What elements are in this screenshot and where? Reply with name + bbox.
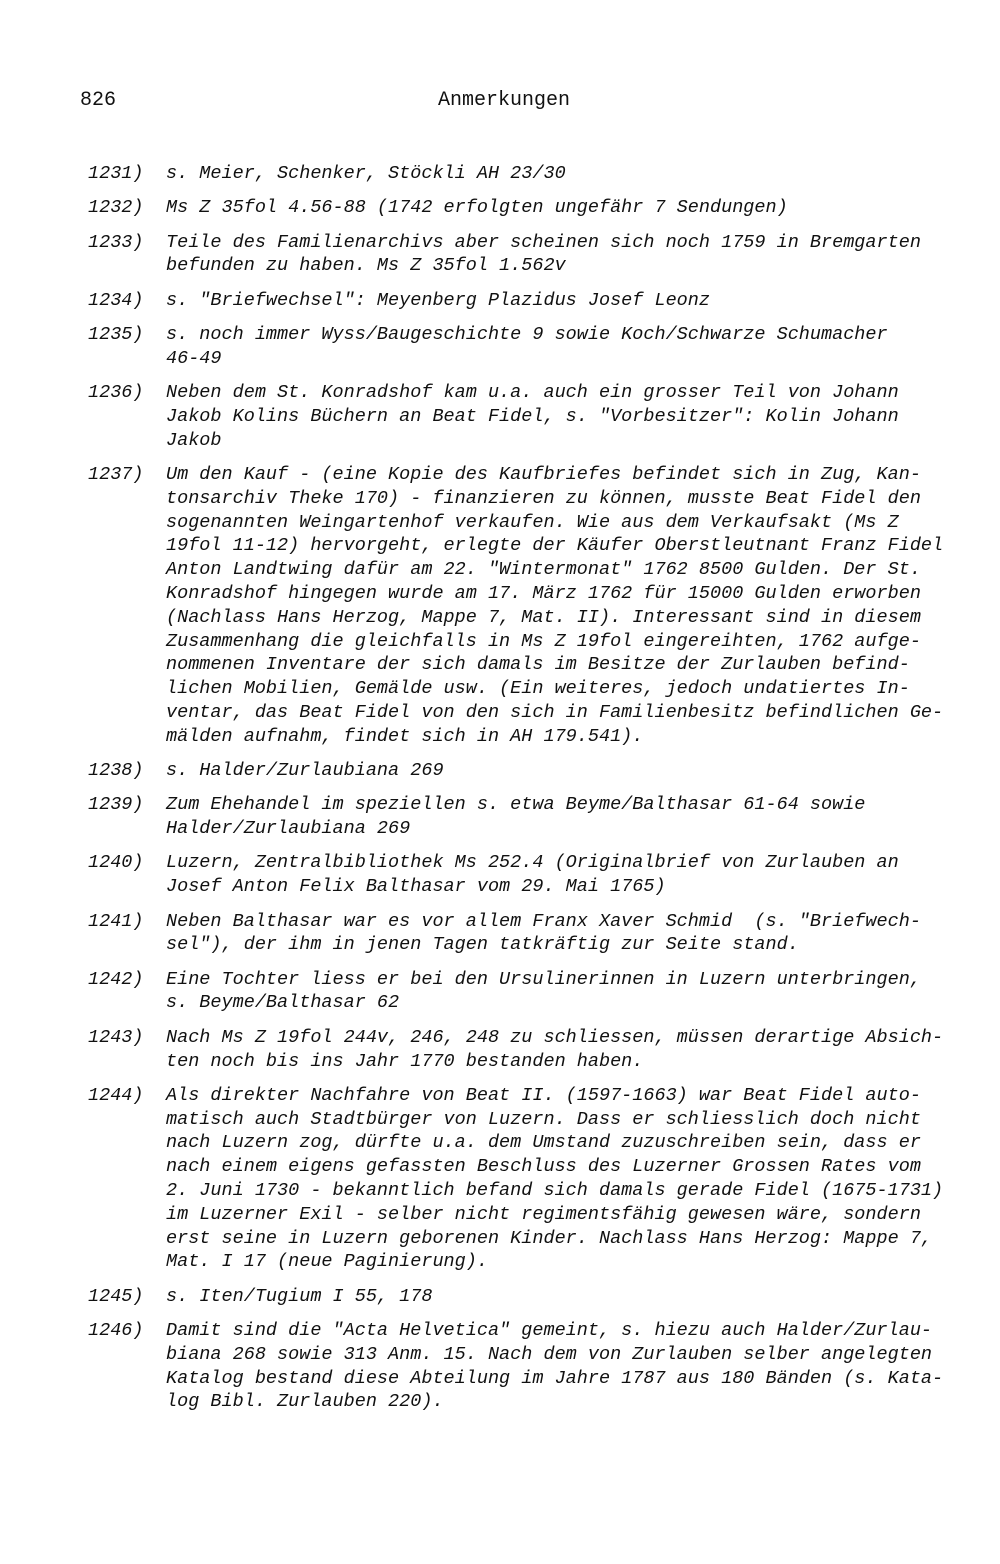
footnote-line: sel"), der ihm in jenen Tagen tatkräftig zur Seite stand. <box>166 934 799 956</box>
footnote-1243 <box>88 1026 950 1074</box>
footnote-line: lichen Mobilien, Gemälde usw. (Ein weiteres, jedoch undatiertes In- <box>166 678 910 700</box>
footnote-number: 1232) <box>88 197 144 219</box>
footnote-text <box>166 1026 950 1074</box>
footnote-line: mälden aufnahm, findet sich in AH 179.541). <box>166 725 644 747</box>
footnote-line: log Bibl. Zurlauben 220). <box>166 1391 444 1413</box>
footnote-line: erst seine in Luzern geborenen Kinder. Nachlass Hans Herzog: Mappe 7, <box>166 1227 933 1249</box>
footnote-line: Jakob Kolins Büchern an Beat Fidel, s. "Vorbesitzer": Kolin Johann <box>166 405 899 427</box>
footnote-1238 <box>88 759 950 783</box>
footnote-line: ventar, das Beat Fidel von den sich in Familienbesitz befindlichen Ge- <box>166 701 944 723</box>
running-title: Anmerkungen <box>438 89 571 112</box>
footnote-line: Nach Ms Z 19fol 244v, 246, 248 zu schliessen, müssen derartige Absich- <box>166 1026 944 1048</box>
footnote-text <box>166 196 950 220</box>
footnote-line: Mat. I 17 (neue Paginierung). <box>166 1251 488 1273</box>
footnote-text <box>166 323 950 371</box>
footnote-line: Um den Kauf - (eine Kopie des Kaufbriefes befindet sich in Zug, Kan- <box>166 463 921 485</box>
footnote-line: s. Beyme/Balthasar 62 <box>166 992 400 1014</box>
footnote-line: s. noch immer Wyss/Baugeschichte 9 sowie Koch/Schwarze Schumacher <box>166 323 888 345</box>
footnote-number: 1239) <box>88 794 144 816</box>
footnote-line: Luzern, Zentralbibliothek Ms 252.4 (Originalbrief von Zurlauben an <box>166 852 899 874</box>
footnote-1245 <box>88 1285 950 1309</box>
footnote-number: 1237) <box>88 463 144 485</box>
footnote-1237 <box>88 463 950 749</box>
footnote-line: Zusammenhang die gleichfalls in Ms Z 19fol eingereihten, 1762 aufge- <box>166 630 921 652</box>
footnote-line: 46-49 <box>166 347 222 369</box>
footnote-line: matisch auch Stadtbürger von Luzern. Dass er schliesslich doch nicht <box>166 1108 921 1130</box>
footnote-text <box>166 1285 950 1309</box>
footnote-1236 <box>88 381 950 452</box>
footnote-text <box>166 231 950 279</box>
footnote-line: Als direkter Nachfahre von Beat II. (1597-1663) war Beat Fidel auto- <box>166 1084 921 1106</box>
footnote-text <box>166 910 950 958</box>
footnote-line: s. Halder/Zurlaubiana 269 <box>166 760 444 782</box>
footnote-line: nach Luzern zog, dürfte u.a. dem Umstand zuzuschreiben sein, dass er <box>166 1132 921 1154</box>
footnote-number: 1242) <box>88 968 144 990</box>
footnote-line: Eine Tochter liess er bei den Ursulinerinnen in Luzern unterbringen, <box>166 968 921 990</box>
footnote-number: 1236) <box>88 382 144 404</box>
footnote-1235 <box>88 323 950 371</box>
footnote-number: 1244) <box>88 1084 144 1106</box>
footnote-line: Neben Balthasar war es vor allem Franx Xaver Schmid (s. "Briefwech- <box>166 910 921 932</box>
footnote-text <box>166 759 950 783</box>
footnote-line: Anton Landtwing dafür am 22. "Wintermonat" 1762 8500 Gulden. Der St. <box>166 559 921 581</box>
footnote-line: biana 268 sowie 313 Anm. 15. Nach dem von Zurlauben selber angelegten <box>166 1343 933 1365</box>
footnote-text <box>166 289 950 313</box>
footnote-number: 1243) <box>88 1026 144 1048</box>
footnote-number: 1245) <box>88 1285 144 1307</box>
footnote-number: 1240) <box>88 852 144 874</box>
footnote-text <box>166 1319 950 1414</box>
footnote-line: Katalog bestand diese Abteilung im Jahre 1787 aus 180 Bänden (s. Kata- <box>166 1367 944 1389</box>
footnote-line: Konradshof hingegen wurde am 17. März 1762 für 15000 Gulden erworben <box>166 582 921 604</box>
footnote-line: sogenannten Weingartenhof verkaufen. Wie aus dem Verkaufsakt (Ms Z <box>166 511 899 533</box>
footnote-number: 1241) <box>88 910 144 932</box>
footnote-line: Teile des Familienarchivs aber scheinen sich noch 1759 in Bremgarten <box>166 231 921 253</box>
footnote-line: nach einem eigens gefassten Beschluss des Luzerner Grossen Rates vom <box>166 1156 921 1178</box>
footnote-line: ten noch bis ins Jahr 1770 bestanden haben. <box>166 1050 644 1072</box>
footnote-line: Damit sind die "Acta Helvetica" gemeint, s. hiezu auch Halder/Zurlau- <box>166 1319 933 1341</box>
footnote-line: Ms Z 35fol 4.56-88 (1742 erfolgten ungefähr 7 Sendungen) <box>166 197 788 219</box>
footnote-text <box>166 968 950 1016</box>
footnote-number: 1246) <box>88 1319 144 1341</box>
footnote-1242 <box>88 968 950 1016</box>
footnote-line: befunden zu haben. Ms Z 35fol 1.562v <box>166 255 566 277</box>
footnote-number: 1235) <box>88 323 144 345</box>
page-header <box>80 88 920 114</box>
footnote-number: 1231) <box>88 163 144 184</box>
footnote-1239 <box>88 793 950 841</box>
footnote-text <box>166 463 950 749</box>
footnote-text <box>166 1084 950 1274</box>
footnote-line: s. Meier, Schenker, Stöckli AH 23/30 <box>166 163 566 184</box>
footnote-text <box>166 851 950 899</box>
footnote-line: Zum Ehehandel im speziellen s. etwa Beyme/Balthasar 61-64 sowie <box>166 794 866 816</box>
footnote-line: tonsarchiv Theke 170) - finanzieren zu können, musste Beat Fidel den <box>166 487 921 509</box>
footnote-line: s. "Briefwechsel": Meyenberg Plazidus Josef Leonz <box>166 289 710 311</box>
footnote-1244 <box>88 1084 950 1274</box>
footnote-line: nommenen Inventare der sich damals im Besitze der Zurlauben befind- <box>166 654 910 676</box>
footnote-1246 <box>88 1319 950 1414</box>
footnote-line: Josef Anton Felix Balthasar vom 29. Mai 1765) <box>166 876 666 898</box>
footnote-text <box>166 793 950 841</box>
footnote-line: Halder/Zurlaubiana 269 <box>166 818 411 840</box>
footnote-text <box>166 162 950 186</box>
footnote-line: 2. Juni 1730 - bekanntlich befand sich damals gerade Fidel (1675-1731) <box>166 1179 944 1201</box>
footnote-1233 <box>88 231 950 279</box>
footnote-1234 <box>88 289 950 313</box>
footnote-number: 1238) <box>88 760 144 782</box>
footnote-line: s. Iten/Tugium I 55, 178 <box>166 1285 433 1307</box>
footnote-1232 <box>88 196 950 220</box>
footnote-number: 1233) <box>88 231 144 253</box>
page-number: 826 <box>80 89 117 112</box>
footnote-line: 19fol 11-12) hervorgeht, erlegte der Käufer Oberstleutnant Franz Fidel <box>166 535 944 557</box>
footnote-1231 <box>88 162 950 186</box>
footnotes-list <box>88 162 950 1425</box>
footnote-line: Neben dem St. Konradshof kam u.a. auch ein grosser Teil von Johann <box>166 382 899 404</box>
footnote-line: Jakob <box>166 429 222 451</box>
footnote-number: 1234) <box>88 289 144 311</box>
footnote-1241 <box>88 910 950 958</box>
footnote-line: im Luzerner Exil - selber nicht regimentsfähig gewesen wäre, sondern <box>166 1203 921 1225</box>
footnote-line: (Nachlass Hans Herzog, Mappe 7, Mat. II). Interessant sind in diesem <box>166 606 921 628</box>
footnote-text <box>166 381 950 452</box>
footnote-1240 <box>88 851 950 899</box>
